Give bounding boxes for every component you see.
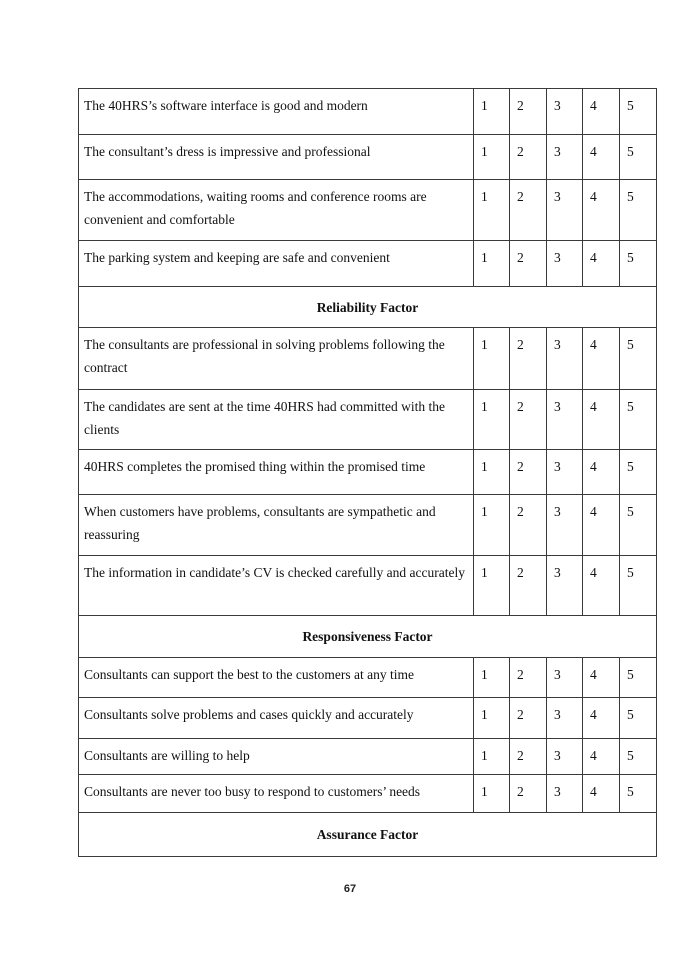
table-row: [79, 739, 657, 775]
statement-cell: The consultants are professional in solving problems following the contract: [79, 328, 474, 390]
table-row: [79, 180, 657, 241]
rating-option-4: 4: [583, 739, 620, 775]
table-row: [79, 775, 657, 813]
rating-option-4: 4: [583, 556, 620, 616]
rating-option-5: 5: [620, 180, 657, 241]
rating-option-2: 2: [510, 495, 547, 556]
statement-cell: The consultant’s dress is impressive and professional: [79, 135, 474, 180]
statement-cell: The parking system and keeping are safe and convenient: [79, 241, 474, 287]
rating-option-2: 2: [510, 241, 547, 287]
rating-option-3: 3: [547, 328, 583, 390]
table-row: [79, 135, 657, 180]
table-row: [79, 556, 657, 616]
table-row: [79, 698, 657, 739]
rating-option-5: 5: [620, 328, 657, 390]
section-title: Assurance Factor: [79, 813, 657, 857]
rating-option-5: 5: [620, 390, 657, 450]
rating-option-2: 2: [510, 89, 547, 135]
statement-cell: Consultants can support the best to the customers at any time: [79, 658, 474, 698]
rating-option-4: 4: [583, 658, 620, 698]
rating-option-3: 3: [547, 698, 583, 739]
rating-option-1: 1: [474, 241, 510, 287]
section-title: Responsiveness Factor: [79, 616, 657, 658]
statement-cell: Consultants are never too busy to respond to customers’ needs: [79, 775, 474, 813]
rating-option-1: 1: [474, 556, 510, 616]
rating-option-5: 5: [620, 658, 657, 698]
statement-cell: The accommodations, waiting rooms and conference rooms are convenient and comfortable: [79, 180, 474, 241]
statement-cell: The candidates are sent at the time 40HRS had committed with the clients: [79, 390, 474, 450]
rating-option-5: 5: [620, 241, 657, 287]
statement-cell: The information in candidate’s CV is checked carefully and accurately: [79, 556, 474, 616]
rating-option-5: 5: [620, 495, 657, 556]
statement-cell: When customers have problems, consultants are sympathetic and reassuring: [79, 495, 474, 556]
rating-option-4: 4: [583, 390, 620, 450]
section-header-row: [79, 813, 657, 857]
table-row: [79, 390, 657, 450]
rating-option-3: 3: [547, 556, 583, 616]
rating-option-4: 4: [583, 775, 620, 813]
rating-option-3: 3: [547, 89, 583, 135]
rating-option-4: 4: [583, 328, 620, 390]
rating-option-5: 5: [620, 739, 657, 775]
rating-option-2: 2: [510, 698, 547, 739]
statement-cell: Consultants solve problems and cases quickly and accurately: [79, 698, 474, 739]
rating-option-2: 2: [510, 450, 547, 495]
rating-option-1: 1: [474, 89, 510, 135]
rating-option-4: 4: [583, 495, 620, 556]
rating-option-1: 1: [474, 180, 510, 241]
rating-option-5: 5: [620, 89, 657, 135]
rating-option-4: 4: [583, 180, 620, 241]
page-number: 67: [343, 883, 357, 895]
rating-option-4: 4: [583, 698, 620, 739]
survey-table-body: [79, 89, 657, 857]
rating-option-1: 1: [474, 450, 510, 495]
statement-cell: 40HRS completes the promised thing within the promised time: [79, 450, 474, 495]
rating-option-3: 3: [547, 495, 583, 556]
statement-cell: The 40HRS’s software interface is good and modern: [79, 89, 474, 135]
rating-option-3: 3: [547, 775, 583, 813]
rating-option-5: 5: [620, 556, 657, 616]
rating-option-2: 2: [510, 180, 547, 241]
rating-option-1: 1: [474, 495, 510, 556]
section-header-row: [79, 616, 657, 658]
rating-option-3: 3: [547, 241, 583, 287]
table-row: [79, 89, 657, 135]
rating-option-4: 4: [583, 135, 620, 180]
rating-option-4: 4: [583, 241, 620, 287]
rating-option-2: 2: [510, 390, 547, 450]
rating-option-1: 1: [474, 658, 510, 698]
rating-option-5: 5: [620, 135, 657, 180]
rating-option-3: 3: [547, 658, 583, 698]
rating-option-3: 3: [547, 135, 583, 180]
rating-option-3: 3: [547, 180, 583, 241]
table-row: [79, 495, 657, 556]
rating-option-2: 2: [510, 135, 547, 180]
rating-option-1: 1: [474, 775, 510, 813]
rating-option-5: 5: [620, 698, 657, 739]
rating-option-3: 3: [547, 450, 583, 495]
rating-option-2: 2: [510, 775, 547, 813]
table-row: [79, 241, 657, 287]
rating-option-1: 1: [474, 739, 510, 775]
section-header-row: [79, 287, 657, 328]
rating-option-1: 1: [474, 135, 510, 180]
rating-option-2: 2: [510, 658, 547, 698]
rating-option-1: 1: [474, 698, 510, 739]
rating-option-2: 2: [510, 556, 547, 616]
rating-option-1: 1: [474, 328, 510, 390]
section-title: Reliability Factor: [79, 287, 657, 328]
rating-option-1: 1: [474, 390, 510, 450]
rating-option-5: 5: [620, 775, 657, 813]
rating-option-2: 2: [510, 739, 547, 775]
rating-option-4: 4: [583, 89, 620, 135]
rating-option-5: 5: [620, 450, 657, 495]
rating-option-2: 2: [510, 328, 547, 390]
survey-table: [78, 88, 657, 857]
table-row: [79, 328, 657, 390]
rating-option-3: 3: [547, 739, 583, 775]
rating-option-3: 3: [547, 390, 583, 450]
table-row: [79, 658, 657, 698]
statement-cell: Consultants are willing to help: [79, 739, 474, 775]
table-row: [79, 450, 657, 495]
rating-option-4: 4: [583, 450, 620, 495]
